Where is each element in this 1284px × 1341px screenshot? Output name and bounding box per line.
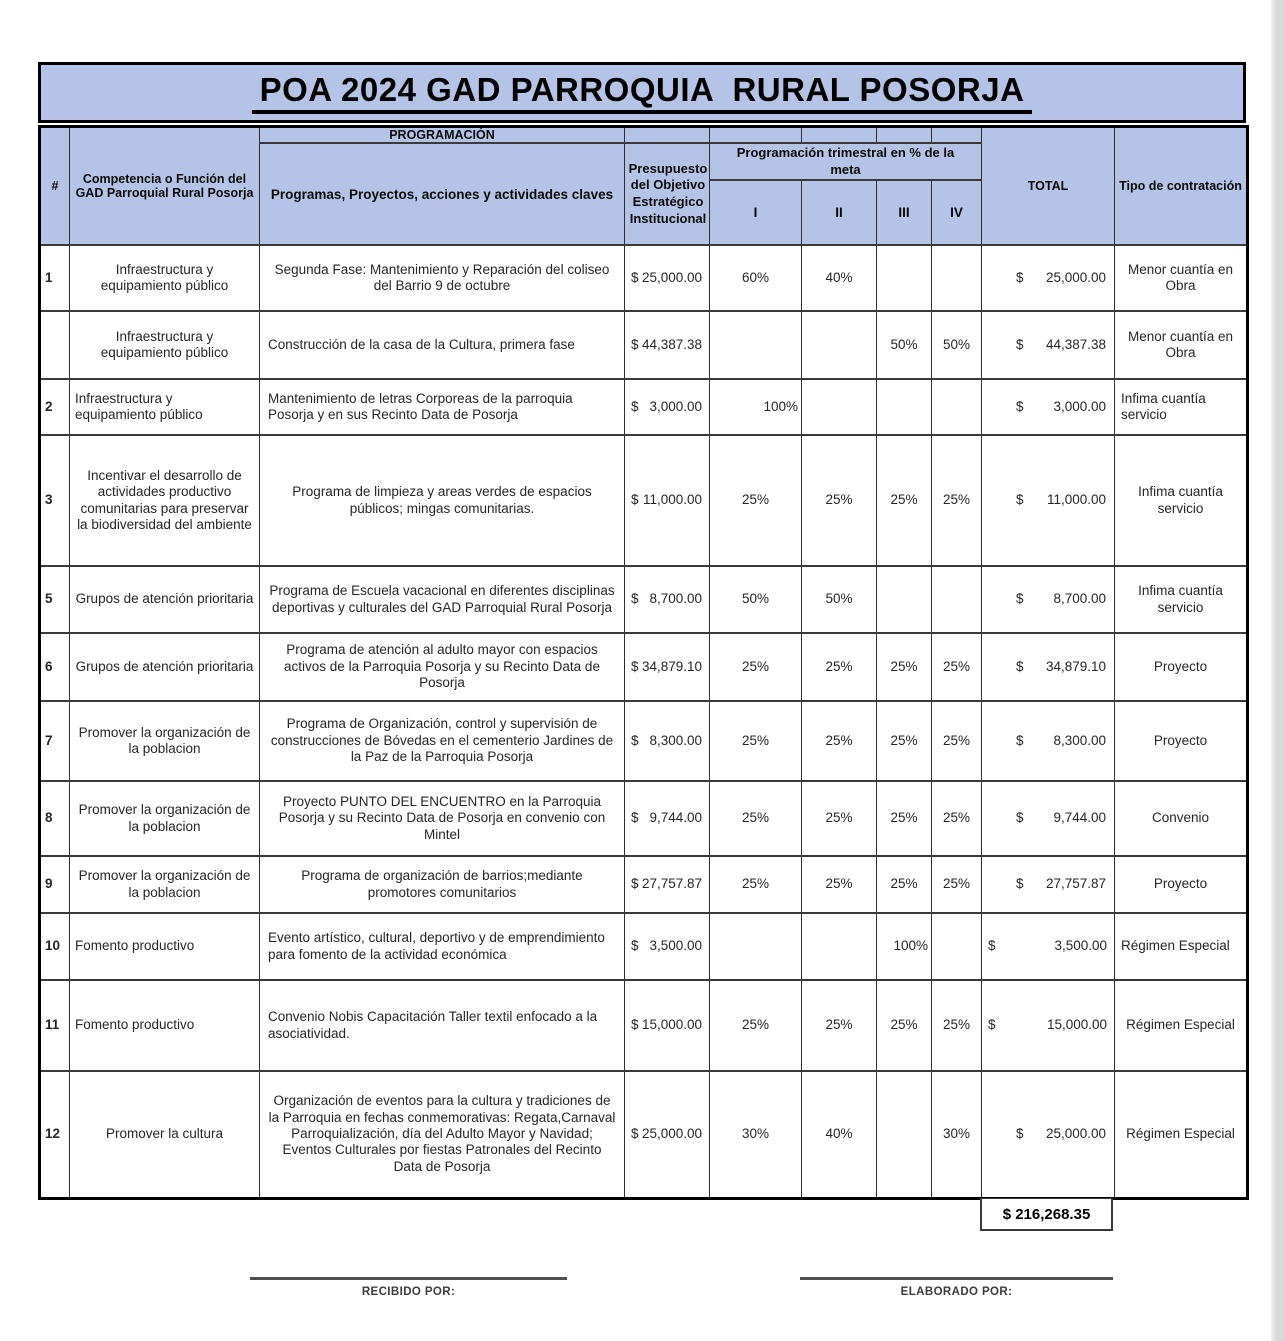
quarter-4-cell: 25%: [932, 701, 982, 781]
poa-row-4: [40, 435, 1248, 566]
total-cell: $ 27,757.87: [982, 856, 1115, 913]
poa-row-12: [40, 1071, 1248, 1198]
header-strip-q2: [802, 127, 877, 144]
header-presupuesto: [625, 143, 710, 245]
competencia-cell: Grupos de atención prioritaria: [70, 633, 260, 701]
grand-total: $ 216,268.35: [980, 1198, 1113, 1231]
elaborado-signature-line: [800, 1277, 1113, 1280]
quarter-1-cell: 25%: [710, 781, 802, 856]
quarter-2-cell: 25%: [802, 856, 877, 913]
quarter-2-cell: 25%: [802, 980, 877, 1071]
competencia-cell: Promover la organización de la poblacion: [70, 781, 260, 856]
header-quarter-2: II: [802, 180, 877, 245]
quarter-2-cell: [802, 379, 877, 435]
total-cell: $ 8,300.00: [982, 701, 1115, 781]
quarter-2-cell: [802, 311, 877, 379]
competencia-cell: Fomento productivo: [70, 913, 260, 980]
num-cell: 9: [40, 856, 70, 913]
quarter-1-cell: 50%: [710, 566, 802, 633]
quarter-4-cell: [932, 913, 982, 980]
total-cell: $ 8,700.00: [982, 566, 1115, 633]
header-programas: Programas, Proyectos, acciones y actividades claves: [260, 143, 625, 245]
quarter-4-cell: [932, 245, 982, 311]
tipo-cell: Infima cuantía servicio: [1115, 566, 1248, 633]
total-cell: $ 3,000.00: [982, 379, 1115, 435]
header-strip-q4: [932, 127, 982, 144]
num-cell: 7: [40, 701, 70, 781]
presupuesto-cell: $ 44,387.38: [625, 311, 710, 379]
programas-cell: Construcción de la casa de la Cultura, primera fase: [260, 311, 625, 379]
poa-row-5: [40, 566, 1248, 633]
poa-row-11: [40, 980, 1248, 1071]
quarter-2-cell: 50%: [802, 566, 877, 633]
num-cell: 10: [40, 913, 70, 980]
poa-row-1: [40, 245, 1248, 311]
competencia-cell: Incentivar el desarrollo de actividades productivo comunitarias para preservar la biodiversidad del ambiente: [70, 435, 260, 566]
quarter-3-cell: [877, 379, 932, 435]
presupuesto-cell: $ 25,000.00: [625, 245, 710, 311]
presupuesto-cell: $ 27,757.87: [625, 856, 710, 913]
presupuesto-cell: $ 8,700.00: [625, 566, 710, 633]
competencia-cell: Promover la organización de la poblacion: [70, 856, 260, 913]
quarter-2-cell: 25%: [802, 781, 877, 856]
presupuesto-cell: $ 3,500.00: [625, 913, 710, 980]
presupuesto-cell: $ 11,000.00: [625, 435, 710, 566]
header-row-top: [40, 127, 1248, 144]
tipo-cell: Régimen Especial: [1115, 913, 1248, 980]
programas-cell: Programa de Escuela vacacional en diferentes disciplinas deportivas y culturales del GAD Parroquial Rural Posorja: [260, 566, 625, 633]
competencia-cell: Promover la organización de la poblacion: [70, 701, 260, 781]
quarter-3-cell: [877, 245, 932, 311]
tipo-cell: Convenio: [1115, 781, 1248, 856]
quarter-4-cell: 25%: [932, 633, 982, 701]
quarter-3-cell: 25%: [877, 435, 932, 566]
num-cell: 12: [40, 1071, 70, 1198]
elaborado-label: ELABORADO POR:: [900, 1286, 1013, 1298]
quarter-4-cell: 25%: [932, 781, 982, 856]
header-quarter-4: IV: [932, 180, 982, 245]
num-cell: 11: [40, 980, 70, 1071]
tipo-cell: Infima cuantía servicio: [1115, 435, 1248, 566]
presupuesto-cell: $ 15,000.00: [625, 980, 710, 1071]
presupuesto-cell: $ 8,300.00: [625, 701, 710, 781]
programas-cell: Programa de Organización, control y supervisión de construcciones de Bóvedas en el cementerio Jardines de la Paz de la Parroquia Posorja: [260, 701, 625, 781]
header-trimestral: Programación trimestral en % de la meta: [710, 143, 982, 180]
header-num: #: [40, 127, 70, 246]
tipo-cell: Menor cuantía en Obra: [1115, 245, 1248, 311]
quarter-4-cell: 50%: [932, 311, 982, 379]
quarter-3-cell: 25%: [877, 633, 932, 701]
quarter-2-cell: 40%: [802, 245, 877, 311]
competencia-cell: Promover la cultura: [70, 1071, 260, 1198]
presupuesto-cell: $ 34,879.10: [625, 633, 710, 701]
quarter-1-cell: [710, 311, 802, 379]
quarter-1-cell: 60%: [710, 245, 802, 311]
header-quarter-1: I: [710, 180, 802, 245]
tipo-cell: Proyecto: [1115, 856, 1248, 913]
total-cell: $ 34,879.10: [982, 633, 1115, 701]
poa-row-10: [40, 913, 1248, 980]
page-edge: [1271, 0, 1284, 1341]
competencia-cell: Infraestructura y equipamiento público: [70, 311, 260, 379]
quarter-1-cell: 25%: [710, 435, 802, 566]
quarter-4-cell: [932, 379, 982, 435]
competencia-cell: Infraestructura y equipamiento público: [70, 245, 260, 311]
programas-cell: Programa de atención al adulto mayor con espacios activos de la Parroquia Posorja y su Recinto Data de Posorja: [260, 633, 625, 701]
num-cell: 3: [40, 435, 70, 566]
header-strip-q1: [710, 127, 802, 144]
quarter-3-cell: 50%: [877, 311, 932, 379]
tipo-cell: Régimen Especial: [1115, 980, 1248, 1071]
quarter-1-cell: [710, 913, 802, 980]
programas-cell: Programa de organización de barrios;mediante promotores comunitarios: [260, 856, 625, 913]
tipo-cell: Proyecto: [1115, 633, 1248, 701]
quarter-4-cell: 25%: [932, 980, 982, 1071]
document-title: POA 2024 GAD PARROQUIA RURAL POSORJA: [252, 71, 1033, 114]
quarter-3-cell: 25%: [877, 781, 932, 856]
quarter-4-cell: [932, 566, 982, 633]
poa-row-6: [40, 633, 1248, 701]
poa-row-8: [40, 781, 1248, 856]
total-cell: $ 9,744.00: [982, 781, 1115, 856]
recibido-signature-block: [250, 1277, 567, 1298]
quarter-4-cell: 30%: [932, 1071, 982, 1198]
tipo-cell: Régimen Especial: [1115, 1071, 1248, 1198]
num-cell: 8: [40, 781, 70, 856]
programas-cell: Organización de eventos para la cultura y tradiciones de la Parroquia en fechas conmemorativas: Regata,Carnaval Parroquialización, día del Adulto Mayor y Navidad; Eventos Culturales por fiestas Patronales del Recinto Data de Posorja: [260, 1071, 625, 1198]
header-total: TOTAL: [982, 127, 1115, 246]
quarter-2-cell: 25%: [802, 633, 877, 701]
quarter-1-cell: 25%: [710, 701, 802, 781]
total-cell: $ 25,000.00: [982, 1071, 1115, 1198]
total-cell: $ 15,000.00: [982, 980, 1115, 1071]
quarter-3-cell: 25%: [877, 701, 932, 781]
num-cell: 6: [40, 633, 70, 701]
tipo-cell: Proyecto: [1115, 701, 1248, 781]
programas-cell: Evento artístico, cultural, deportivo y de emprendimiento para fomento de la actividad económica: [260, 913, 625, 980]
header-quarter-3: III: [877, 180, 932, 245]
tipo-cell: Menor cuantía en Obra: [1115, 311, 1248, 379]
poa-row-2: [40, 311, 1248, 379]
quarter-1-cell: 30%: [710, 1071, 802, 1198]
total-cell: $ 11,000.00: [982, 435, 1115, 566]
poa-row-7: [40, 701, 1248, 781]
elaborado-signature-block: [800, 1277, 1113, 1298]
poa-row-9: [40, 856, 1248, 913]
programas-cell: Segunda Fase: Mantenimiento y Reparación del coliseo del Barrio 9 de octubre: [260, 245, 625, 311]
programas-cell: Convenio Nobis Capacitación Taller textil enfocado a la asociatividad.: [260, 980, 625, 1071]
document-title-banner: [38, 62, 1246, 123]
quarter-2-cell: 25%: [802, 435, 877, 566]
tipo-cell: Infima cuantía servicio: [1115, 379, 1248, 435]
quarter-3-cell: 25%: [877, 856, 932, 913]
recibido-signature-line: [250, 1277, 567, 1280]
num-cell: 2: [40, 379, 70, 435]
quarter-1-cell: 100%: [710, 379, 802, 435]
competencia-cell: Grupos de atención prioritaria: [70, 566, 260, 633]
programas-cell: Mantenimiento de letras Corporeas de la parroquia Posorja y en sus Recinto Data de Posorja: [260, 379, 625, 435]
header-presupuesto-label: Presupuesto del Objetivo Estratégico Institucional: [628, 160, 708, 226]
quarter-3-cell: [877, 566, 932, 633]
poa-table: [38, 125, 1249, 1200]
programas-cell: Proyecto PUNTO DEL ENCUENTRO en la Parroquia Posorja y su Recinto Data de Posorja en convenio con Mintel: [260, 781, 625, 856]
quarter-1-cell: 25%: [710, 633, 802, 701]
num-cell: 5: [40, 566, 70, 633]
quarter-3-cell: 25%: [877, 980, 932, 1071]
total-cell: $ 3,500.00: [982, 913, 1115, 980]
presupuesto-cell: $ 9,744.00: [625, 781, 710, 856]
presupuesto-cell: $ 3,000.00: [625, 379, 710, 435]
header-tipo: Tipo de contratación: [1115, 127, 1248, 246]
quarter-3-cell: [877, 1071, 932, 1198]
num-cell: [40, 311, 70, 379]
quarter-3-cell: 100%: [877, 913, 932, 980]
competencia-cell: Fomento productivo: [70, 980, 260, 1071]
header-competencia: Competencia o Función del GAD Parroquial Rural Posorja: [70, 127, 260, 246]
num-cell: 1: [40, 245, 70, 311]
programas-cell: Programa de limpieza y areas verdes de espacios públicos; mingas comunitarias.: [260, 435, 625, 566]
competencia-cell: Infraestructura y equipamiento público: [70, 379, 260, 435]
quarter-2-cell: [802, 913, 877, 980]
quarter-4-cell: 25%: [932, 435, 982, 566]
presupuesto-cell: $ 25,000.00: [625, 1071, 710, 1198]
quarter-2-cell: 25%: [802, 701, 877, 781]
quarter-4-cell: 25%: [932, 856, 982, 913]
poa-row-3: [40, 379, 1248, 435]
header-programacion: PROGRAMACIÓN: [260, 127, 625, 144]
quarter-2-cell: 40%: [802, 1071, 877, 1198]
header-strip-q3: [877, 127, 932, 144]
header-strip-presupuesto: [625, 127, 710, 144]
quarter-1-cell: 25%: [710, 980, 802, 1071]
quarter-1-cell: 25%: [710, 856, 802, 913]
total-cell: $ 44,387.38: [982, 311, 1115, 379]
total-cell: $ 25,000.00: [982, 245, 1115, 311]
recibido-label: RECIBIDO POR:: [361, 1286, 456, 1298]
